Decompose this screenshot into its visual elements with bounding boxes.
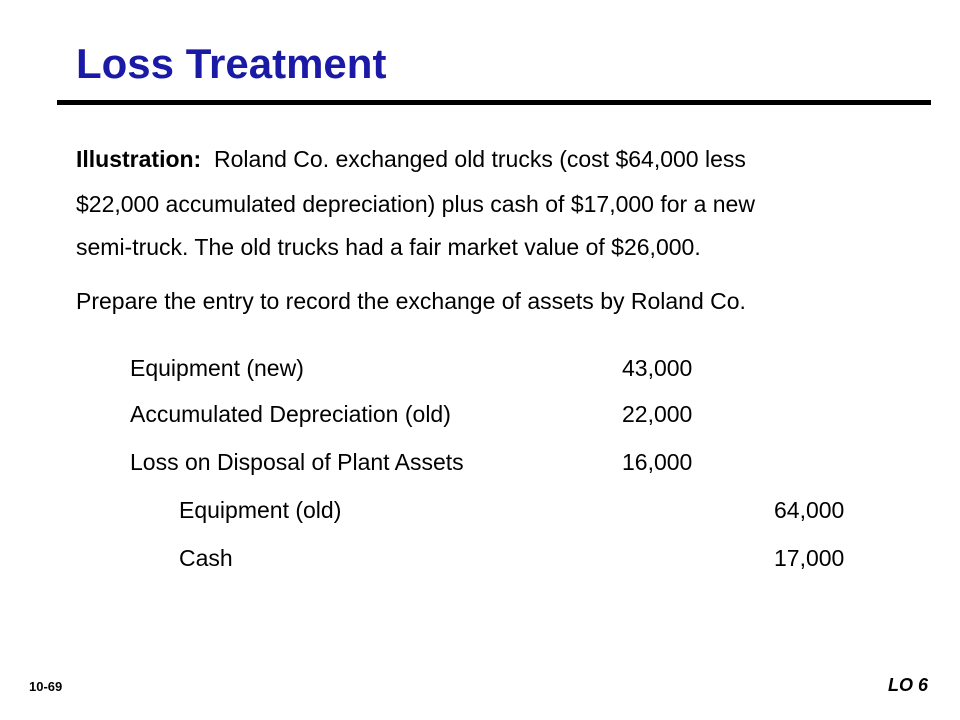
journal-row xyxy=(0,344,960,392)
illustration-text-1: Roland Co. exchanged old trucks (cost $64,000 less xyxy=(201,146,746,172)
journal-account: Equipment (new) xyxy=(130,355,304,381)
journal-row xyxy=(0,390,960,438)
journal-row xyxy=(0,534,960,582)
instruction-text: Prepare the entry to record the exchange of assets by Roland Co. xyxy=(76,288,746,314)
journal-account: Loss on Disposal of Plant Assets xyxy=(130,449,464,475)
illustration-line-3: semi-truck. The old trucks had a fair market value of $26,000. xyxy=(76,234,701,260)
journal-account: Equipment (old) xyxy=(179,497,342,523)
journal-credit: 64,000 xyxy=(774,497,845,523)
slide-title: Loss Treatment xyxy=(76,40,387,87)
journal-debit: 16,000 xyxy=(622,449,693,475)
illustration-line-2: $22,000 accumulated depreciation) plus cash of $17,000 for a new xyxy=(76,191,755,217)
journal-account: Cash xyxy=(179,545,233,571)
journal-row xyxy=(0,486,960,534)
illustration-line-1 xyxy=(76,139,746,179)
journal-debit: 22,000 xyxy=(622,401,693,427)
journal-credit: 17,000 xyxy=(774,545,845,571)
page-number: 10-69 xyxy=(29,679,63,694)
journal-debit: 43,000 xyxy=(622,355,693,381)
learning-objective-label: LO 6 xyxy=(888,675,929,695)
journal-row xyxy=(0,438,960,486)
illustration-label: Illustration: xyxy=(76,146,202,172)
journal-account: Accumulated Depreciation (old) xyxy=(130,401,451,427)
title-divider xyxy=(57,100,931,105)
